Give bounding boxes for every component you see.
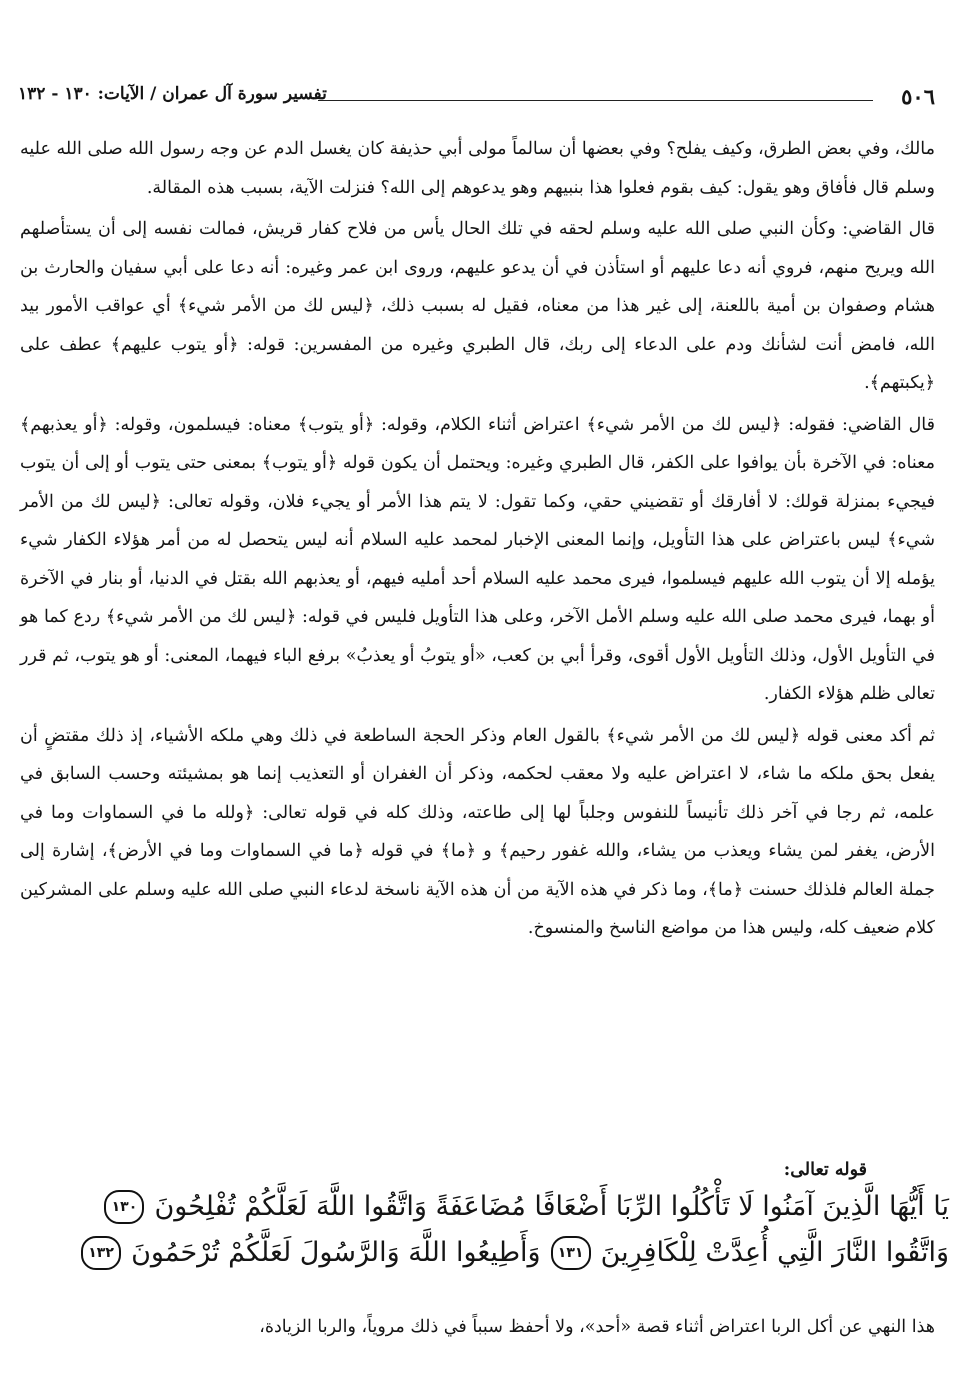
paragraph: قال القاضي: وكأن النبي صلى الله عليه وسلم لحقه في تلك الحال يأس من فلاح كفار قريش، فمالت نفسه إلى أن يستأصلهم الله ويريح منهم، فروي أنه دعا عليهم أو استأذن في أن يدعو عليهم، وروى ابن عمر وغيره: أنه دعا على أبي سفيان والحارث بن هشام وصفوان بن أمية باللعنة، إلى غير هذا من معناه، فقيل له بسبب ذلك، ﴿ليس لك من الأمر شيء﴾ أي عواقب الأمور بيد الله، فامض أنت لشأنك ودم على الدعاء إلى ربك، قال الطبري وغيره من المفسرين: قوله: ﴿أو يتوب عليهم﴾ عطف على ﴿يكبتهم﴾. (20, 219, 935, 393)
ayah-text: يَا أَيُّهَا الَّذِينَ آمَنُوا لَا تَأْكُلُوا الرِّبَا أَضْعَافًا مُضَاعَفَةً وَاتَّقُوا اللَّهَ لَعَلَّكُمْ تُفْلِحُونَ (154, 1191, 949, 1222)
ayah-text: وَاتَّقُوا النَّارَ الَّتِي أُعِدَّتْ لِلْكَافِرِينَ (600, 1237, 949, 1268)
ayah-line (14, 1230, 949, 1276)
paragraph: هذا النهي عن أكل الربا اعتراض أثناء قصة «أحد»، ولا أحفظ سبباً في ذلك مروياً، والربا الزيادة، (259, 1317, 935, 1337)
paragraph: ثم أكد معنى قوله ﴿ليس لك من الأمر شيء﴾ بالقول العام وذكر الحجة الساطعة في ذلك وهي ملكه الأشياء، إذ ذلك مقتضٍ أن يفعل بحق ملكه ما شاء، لا اعتراض عليه ولا معقب لحكمه، وذكر أن الغفران أو التعذيب إنما هو بمشيئته وحسب السابق في علمه، ثم رجا في آخر ذلك تأنيساً للنفوس وجلباً لها إلى طاعته، وذلك كله في قوله تعالى: ﴿ولله ما في السماوات وما في الأرض، يغفر لمن يشاء ويعذب من يشاء، والله غفور رحيم﴾ و ﴿ما﴾ في قوله ﴿ما في السماوات وما في الأرض﴾، إشارة إلى جملة العالم فلذلك حسنت ﴿ما﴾، وما ذكر في هذه الآية من أن هذه الآية ناسخة لدعاء النبي صلى الله عليه وسلم على المشركين كلام ضعيف كله، وليس هذا من مواضع الناسخ والمنسوخ. (20, 725, 935, 938)
paragraph: مالك، وفي بعض الطرق، وكيف يفلح؟ وفي بعضها أن سالماً مولى أبي حذيفة كان يغسل الدم عن وجه رسول الله صلى الله عليه وسلم قال فأفاق وهو يقول: كيف بقوم فعلوا هذا بنبيهم وهو يدعوهم إلى الله؟ فنزلت الآية، بسبب هذه المقالة. (20, 139, 935, 198)
running-title: تفسير سورة آل عمران / الآيات: ١٣٠ - ١٣٢ (18, 84, 327, 104)
commentary-body (20, 130, 935, 948)
header-rule (318, 100, 873, 101)
ayah-line (14, 1184, 949, 1230)
page-header (18, 84, 935, 120)
page-number: ٥٠٦ (901, 84, 935, 109)
ayah-intro: قوله تعالى: (783, 1160, 867, 1180)
quran-verses (14, 1160, 949, 1276)
paragraph: قال القاضي: فقوله: ﴿ليس لك من الأمر شيء﴾ اعتراض أثناء الكلام، وقوله: ﴿أو يتوب﴾ معناه: فيسلمون، وقوله: ﴿أو يعذبهم﴾ معناه: في الآخرة بأن يوافوا على الكفر، قال الطبري وغيره: ويحتمل أن يكون قوله ﴿أو يتوب﴾ بمعنى حتى يتوب أو إلى أن يتوب فيجيء بمنزلة قولك: لا أفارقك أو تقضيني حقي، وكما تقول: لا يتم هذا الأمر أو يجيء فلان، وقوله تعالى: ﴿ليس لك من الأمر شيء﴾ ليس باعتراض على هذا التأويل، وإنما المعنى الإخبار لمحمد عليه السلام أنه ليس يتحصل له من أمر هؤلاء الكفار شيء يؤمله إلا أن يتوب الله عليهم فيسلموا، فيرى محمد عليه السلام أحد أمليه فيهم، أو يعذبهم الله بقتل في الدنيا، أو بنار في الآخرة أو بهما، فيرى محمد صلى الله عليه وسلم الأمل الآخر، وعلى هذا التأويل فليس في قوله: ﴿ليس لك من الأمر شيء﴾ ردع كما هو في التأويل الأول، وذلك التأويل الأول أقوى، وقرأ أبي بن كعب، «أو يتوبُ أو يعذبُ» برفع الباء فيهما، المعنى: أو هو يتوب، ثم قرر تعالى ظلم هؤلاء الكفار. (20, 414, 935, 704)
ayah-text: وَأَطِيعُوا اللَّهَ وَالرَّسُولَ لَعَلَّكُمْ تُرْحَمُونَ (131, 1237, 541, 1268)
ayah-number-marker: ١٣١ (551, 1236, 591, 1270)
ayah-number-marker: ١٣٢ (81, 1236, 121, 1270)
ayah-number-marker: ١٣٠ (104, 1190, 144, 1224)
